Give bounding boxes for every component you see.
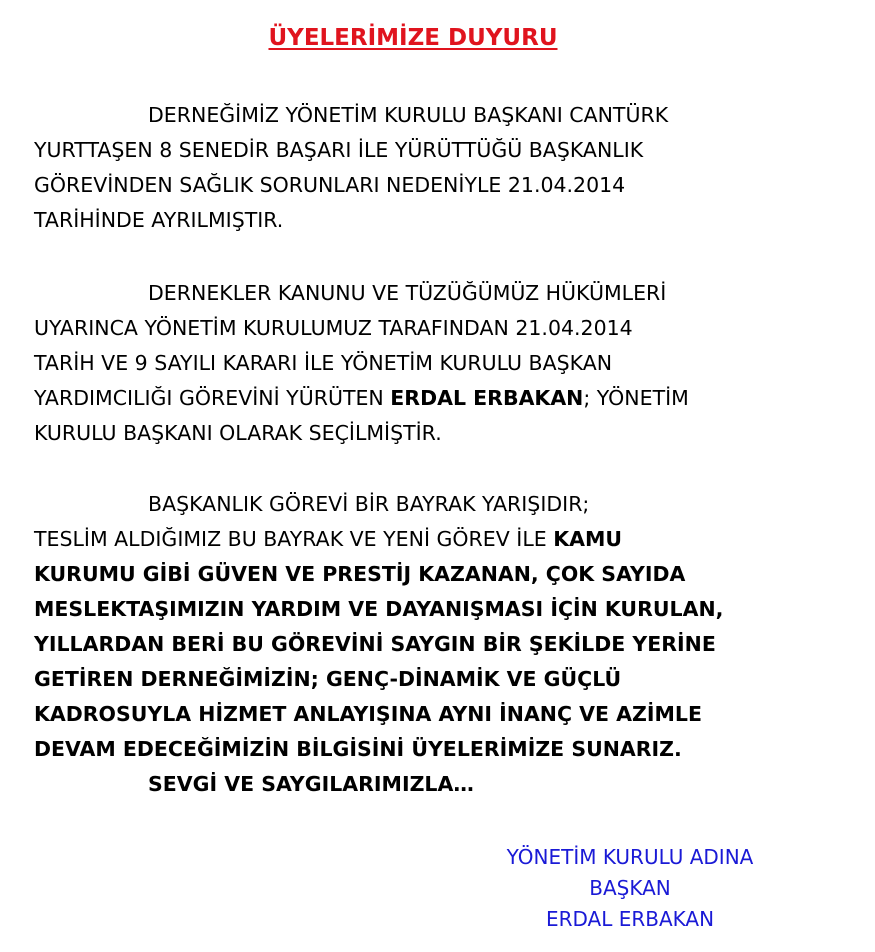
signature-line: ERDAL ERBAKAN — [545, 907, 715, 931]
paragraph-resignation — [34, 98, 834, 238]
paragraph-line-bold: KADROSUYLA HİZMET ANLAYIŞINA AYNI İNANÇ VE AZİMLE — [34, 702, 702, 726]
paragraph-line: UYARINCA YÖNETİM KURULUMUZ TARAFINDAN 21.04.2014 — [34, 316, 633, 340]
signature-line: BAŞKAN — [589, 876, 671, 900]
closing-line: SEVGİ VE SAYGILARIMIZLA… — [148, 772, 474, 796]
paragraph-line: YURTTAŞEN 8 SENEDİR BAŞARI İLE YÜRÜTTÜĞÜ BAŞKANLIK — [34, 138, 644, 162]
paragraph-line-bold: DEVAM EDECEĞİMİZİN BİLGİSİNİ ÜYELERİMİZE SUNARIZ. — [34, 737, 682, 761]
paragraph-line: TARİHİNDE AYRILMIŞTIR. — [34, 208, 284, 232]
paragraph-line: BAŞKANLIK GÖREVİ BİR BAYRAK YARIŞIDIR; — [148, 492, 590, 516]
paragraph-line: KURULU BAŞKANI OLARAK SEÇİLMİŞTİR. — [34, 421, 442, 445]
paragraph-line: GÖREVİNDEN SAĞLIK SORUNLARI NEDENİYLE 21.04.2014 — [34, 173, 626, 197]
signature-block — [480, 842, 780, 935]
paragraph-mission — [34, 487, 834, 802]
paragraph-line: TARİH VE 9 SAYILI KARARI İLE YÖNETİM KURULU BAŞKAN — [34, 351, 613, 375]
paragraph-line: YARDIMCILIĞI GÖREVİNİ YÜRÜTEN ERDAL ERBAKAN; YÖNETİM — [34, 386, 689, 410]
document-title: ÜYELERİMİZE DUYURU — [268, 25, 558, 51]
paragraph-line-bold: KURUMU GİBİ GÜVEN VE PRESTİJ KAZANAN, ÇOK SAYIDA — [34, 562, 686, 586]
paragraph-line-bold: YILLARDAN BERİ BU GÖREVİNİ SAYGIN BİR ŞEKİLDE YERİNE — [34, 632, 716, 656]
signature-line: YÖNETİM KURULU ADINA — [506, 845, 754, 869]
paragraph-line: DERNEĞİMİZ YÖNETİM KURULU BAŞKANI CANTÜRK — [148, 103, 669, 127]
paragraph-line: DERNEKLER KANUNU VE TÜZÜĞÜMÜZ HÜKÜMLERİ — [148, 281, 667, 305]
paragraph-line: TESLİM ALDIĞIMIZ BU BAYRAK VE YENİ GÖREV İLE KAMU — [34, 527, 623, 551]
paragraph-election — [34, 276, 834, 451]
paragraph-line-bold: GETİREN DERNEĞİMİZİN; GENÇ-DİNAMİK VE GÜÇLÜ — [34, 667, 622, 691]
paragraph-line-bold: MESLEKTAŞIMIZIN YARDIM VE DAYANIŞMASI İÇİN KURULAN, — [34, 597, 724, 621]
president-name: ERDAL ERBAKAN — [390, 386, 584, 410]
